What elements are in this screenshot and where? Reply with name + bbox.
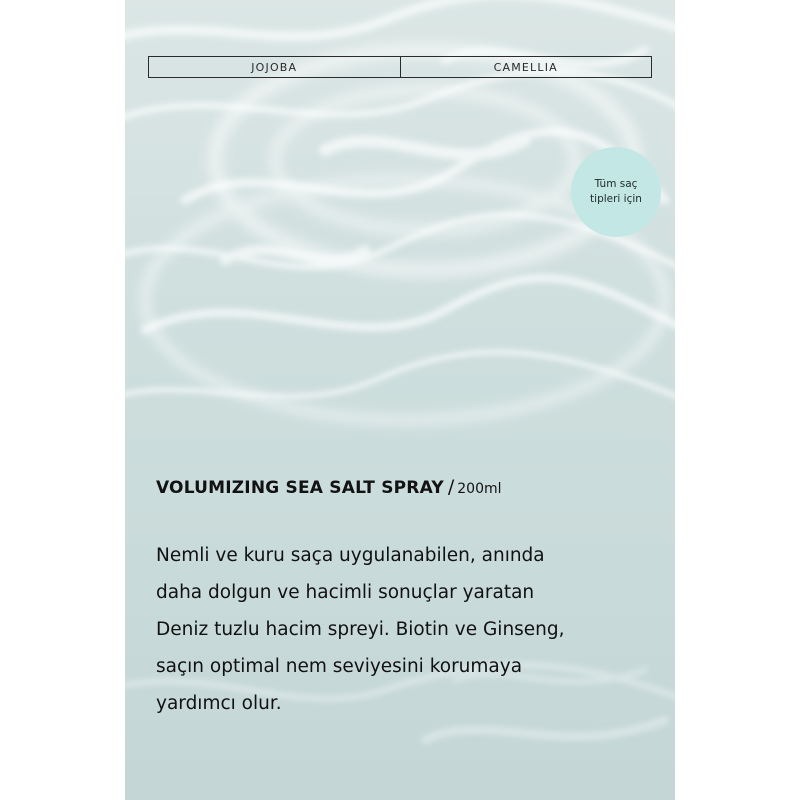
ingredient-jojoba: JOJOBA [251,60,298,74]
product-description [156,537,656,722]
product-title [156,476,502,498]
description-line: Nemli ve kuru saça uygulanabilen, anında [156,545,545,566]
description-line: daha dolgun ve hacimli sonuçlar yaratan [156,582,535,603]
badge-line-1: Tüm saç [594,178,638,190]
hair-type-badge [571,147,661,237]
badge-line-2: tipleri için [590,193,642,205]
description-line: saçın optimal nem seviyesini korumaya [156,656,523,677]
product-volume: 200ml [457,481,502,497]
title-separator: / [447,476,455,498]
product-name: VOLUMIZING SEA SALT SPRAY [156,478,444,498]
description-line: yardımcı olur. [156,693,282,714]
description-line: Deniz tuzlu hacim spreyi. Biotin ve Ginseng, [156,619,565,640]
ingredients-table [148,56,652,78]
badge-text [581,177,651,207]
ingredient-camellia: CAMELLIA [400,57,652,77]
product-card [125,0,675,800]
